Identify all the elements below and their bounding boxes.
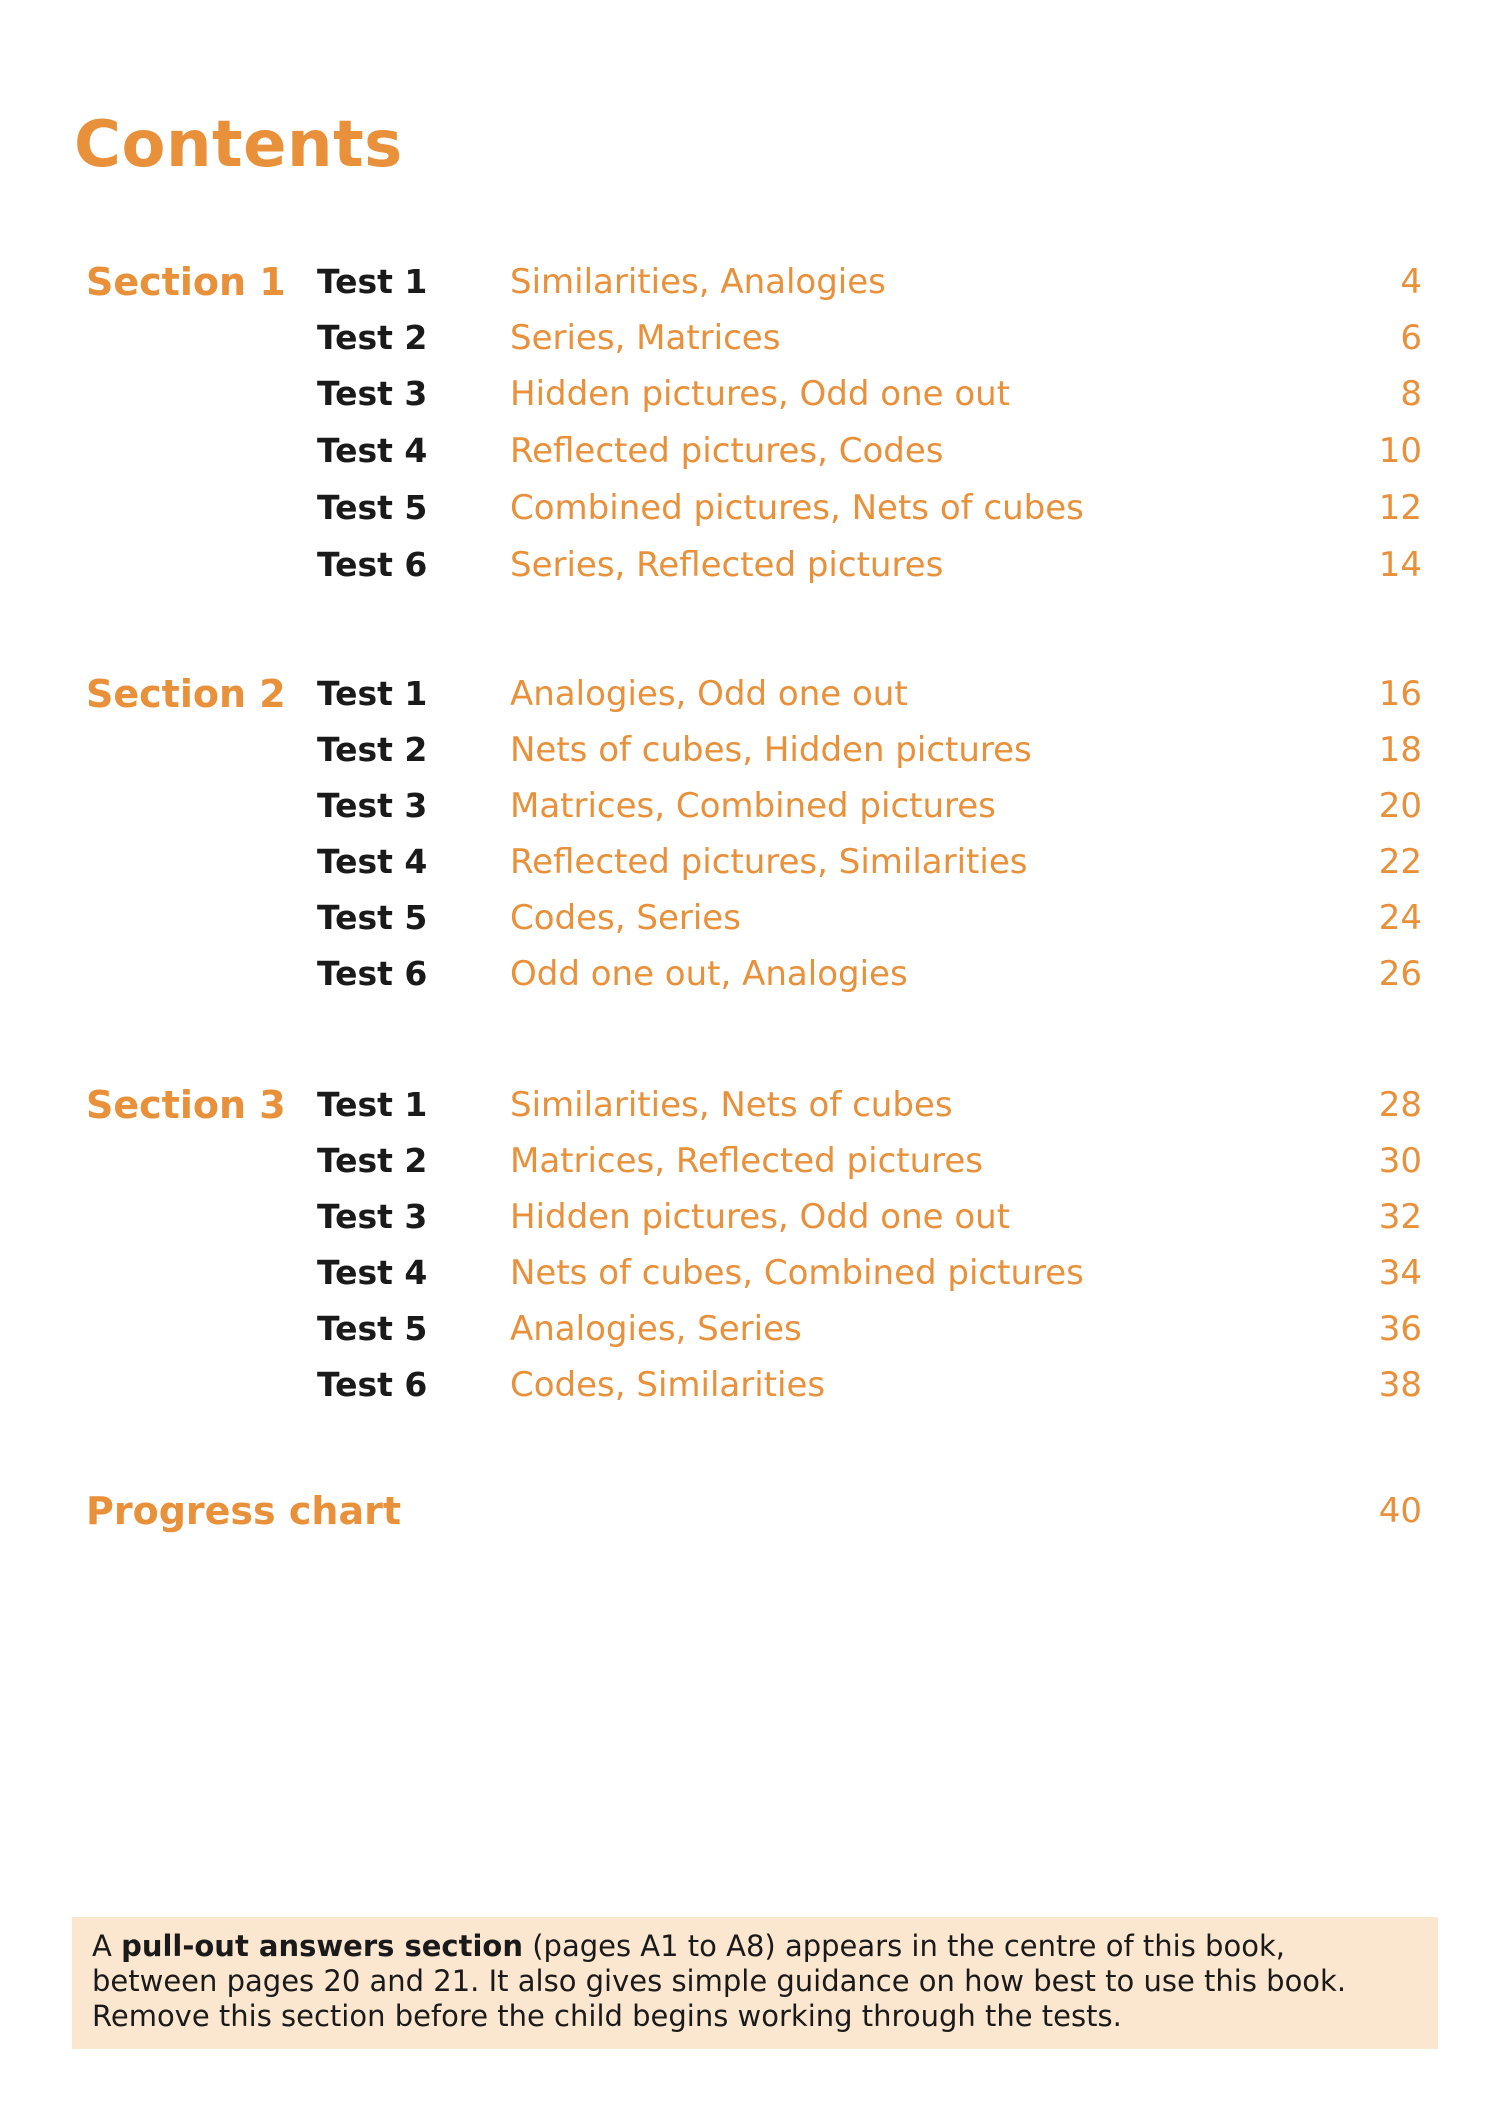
test-topics: Odd one out, Analogies xyxy=(510,954,908,994)
toc-row[interactable] xyxy=(0,1305,1500,1361)
page-number: 36 xyxy=(1378,1309,1422,1349)
page-number: 10 xyxy=(1378,431,1422,471)
test-label: Test 5 xyxy=(317,488,428,527)
test-topics: Reflected pictures, Codes xyxy=(510,431,944,471)
page-number: 28 xyxy=(1378,1085,1422,1125)
toc-row[interactable] xyxy=(0,1137,1500,1193)
test-label: Test 6 xyxy=(317,1365,428,1404)
test-topics: Reflected pictures, Similarities xyxy=(510,842,1028,882)
section-title: Section 1 xyxy=(86,260,286,304)
note-bold: pull-out answers section xyxy=(121,1929,523,1963)
test-label: Test 2 xyxy=(317,730,428,769)
note-prefix: A xyxy=(92,1929,122,1963)
answers-note xyxy=(72,1917,1438,2049)
test-topics: Hidden pictures, Odd one out xyxy=(510,1197,1011,1237)
test-topics: Analogies, Odd one out xyxy=(510,674,908,714)
page-number: 18 xyxy=(1378,730,1422,770)
toc-row[interactable] xyxy=(0,1361,1500,1417)
test-topics: Similarities, Analogies xyxy=(510,262,886,302)
test-topics: Codes, Similarities xyxy=(510,1365,826,1405)
test-topics: Codes, Series xyxy=(510,898,741,938)
test-topics: Combined pictures, Nets of cubes xyxy=(510,488,1084,528)
test-topics: Nets of cubes, Hidden pictures xyxy=(510,730,1032,770)
test-label: Test 1 xyxy=(317,262,428,301)
test-topics: Hidden pictures, Odd one out xyxy=(510,374,1011,414)
test-label: Test 4 xyxy=(317,842,428,881)
test-topics: Similarities, Nets of cubes xyxy=(510,1085,953,1125)
page-number: 8 xyxy=(1400,374,1422,414)
page-number: 24 xyxy=(1378,898,1422,938)
page-number: 30 xyxy=(1378,1141,1422,1181)
progress-chart-page-number: 40 xyxy=(1378,1491,1422,1531)
page-number: 34 xyxy=(1378,1253,1422,1293)
test-label: Test 2 xyxy=(317,1141,428,1180)
toc-row[interactable] xyxy=(0,894,1500,950)
toc-row[interactable] xyxy=(0,314,1500,370)
test-topics: Matrices, Combined pictures xyxy=(510,786,996,826)
test-label: Test 1 xyxy=(317,674,428,713)
toc-row[interactable] xyxy=(0,427,1500,483)
toc-row[interactable] xyxy=(0,370,1500,426)
page-number: 4 xyxy=(1400,262,1422,302)
test-label: Test 5 xyxy=(317,1309,428,1348)
test-topics: Series, Matrices xyxy=(510,318,781,358)
page-number: 20 xyxy=(1378,786,1422,826)
test-topics: Nets of cubes, Combined pictures xyxy=(510,1253,1084,1293)
toc-row[interactable] xyxy=(0,726,1500,782)
test-topics: Matrices, Reflected pictures xyxy=(510,1141,984,1181)
test-label: Test 5 xyxy=(317,898,428,937)
toc-row[interactable] xyxy=(0,782,1500,838)
test-topics: Analogies, Series xyxy=(510,1309,802,1349)
test-label: Test 3 xyxy=(317,786,428,825)
toc-row[interactable] xyxy=(0,258,1500,314)
toc-row[interactable] xyxy=(0,1081,1500,1137)
progress-chart-link[interactable]: Progress chart xyxy=(86,1489,402,1533)
toc-row[interactable] xyxy=(0,838,1500,894)
page-number: 16 xyxy=(1378,674,1422,714)
page-title: Contents xyxy=(74,108,403,182)
note-body: (pages A1 to A8) appears in the centre of this book, between pages 20 and 21. It also gives simple guidance on how best to use this book. Remove this section before the child begins working through the tests. xyxy=(92,1929,1347,2033)
test-label: Test 3 xyxy=(317,374,428,413)
test-label: Test 3 xyxy=(317,1197,428,1236)
page-number: 6 xyxy=(1400,318,1422,358)
page-number: 26 xyxy=(1378,954,1422,994)
section-title: Section 2 xyxy=(86,672,286,716)
toc-row[interactable] xyxy=(0,950,1500,1006)
toc-row[interactable] xyxy=(0,670,1500,726)
test-label: Test 1 xyxy=(317,1085,428,1124)
test-label: Test 6 xyxy=(317,954,428,993)
test-topics: Series, Reflected pictures xyxy=(510,545,944,585)
page-number: 12 xyxy=(1378,488,1422,528)
test-label: Test 6 xyxy=(317,545,428,584)
section-title: Section 3 xyxy=(86,1083,286,1127)
test-label: Test 4 xyxy=(317,431,428,470)
test-label: Test 4 xyxy=(317,1253,428,1292)
toc-row[interactable] xyxy=(0,1249,1500,1305)
toc-row[interactable] xyxy=(0,1193,1500,1249)
page-number: 14 xyxy=(1378,545,1422,585)
toc-row[interactable] xyxy=(0,484,1500,540)
test-label: Test 2 xyxy=(317,318,428,357)
page-number: 38 xyxy=(1378,1365,1422,1405)
toc-row[interactable] xyxy=(0,541,1500,597)
page-number: 22 xyxy=(1378,842,1422,882)
page-number: 32 xyxy=(1378,1197,1422,1237)
